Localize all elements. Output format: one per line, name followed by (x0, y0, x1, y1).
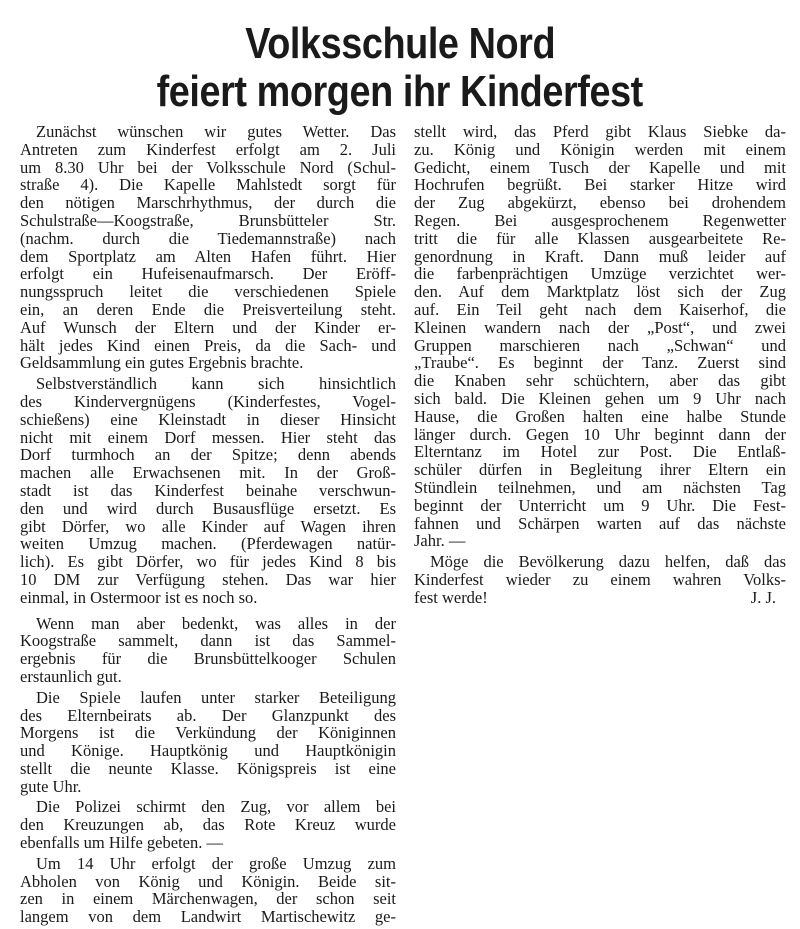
text-line: fest werde! J. J. (414, 587, 776, 607)
text-line: genordnung in Kraft. Dann muß leider auf (414, 246, 786, 266)
article-paragraph (20, 615, 396, 686)
text-line: stellt wird, das Pferd gibt Klaus Siebke da- (414, 122, 786, 141)
text-line: weiten Umzug machen. (Pferdewagen natür- (20, 534, 396, 554)
text-line: einmal, in Ostermoor ist es noch so. (20, 587, 258, 607)
text-line: sich bald. Die Kleinen gehen um 9 Uhr nach (414, 388, 786, 408)
text-line: stadt ist das Kinderfest beinahe verschwun- (20, 480, 396, 500)
text-line: Selbstverständlich kann sich hinsichtlich (36, 374, 396, 394)
text-line: Möge die Bevölkerung dazu helfen, daß das (430, 552, 786, 572)
article-paragraph (20, 798, 396, 851)
text-line: schießens) eine Kleinstadt in dieser Hinsicht (20, 409, 396, 429)
text-line: Hochrufen begrüßt. Bei starker Hitze wird (414, 175, 786, 195)
text-line: 10 DM zur Verfügung stehen. Das war hier (20, 569, 396, 589)
text-line: Zunächst wünschen wir gutes Wetter. Das (36, 122, 396, 141)
text-line: um 8.30 Uhr bei der Volksschule Nord (Schul- (20, 157, 396, 177)
article-paragraph (20, 689, 396, 796)
text-line: beginnt der Unterricht um 9 Uhr. Die Fest- (414, 495, 786, 515)
text-line: den und wird durch Busausflüge ersetzt. Es (20, 498, 396, 518)
text-line: und Könige. Hauptkönig und Hauptkönigin (20, 741, 396, 761)
text-line: Elterntanz im Hotel zur Post. Die Entlaß- (414, 442, 786, 462)
text-line: Kinderfest wieder zu einem wahren Volks- (414, 569, 786, 589)
text-line: zen in einem Märchenwagen, der schon seit (20, 889, 396, 909)
text-line: Schulstraße—Koogstraße, Brunsbütteler Str. (20, 210, 396, 230)
text-line: „Traube“. Es beginnt der Tanz. Zuerst sind (414, 353, 786, 373)
text-line: des Elternbeirats ab. Der Glanzpunkt des (20, 705, 396, 725)
text-line: des Kindervergnügens (Kinderfestes, Vogel- (20, 391, 396, 411)
text-line: den Kreuzungen ab, das Rote Kreuz wurde (20, 815, 396, 835)
text-line: den. Auf dem Marktplatz löst sich der Zug (414, 282, 786, 302)
text-line: hält jedes Kind einen Preis, da die Sach- und (20, 335, 396, 355)
article-paragraph (414, 553, 786, 606)
text-line: nicht mit einem Dorf messen. Hier steht das (20, 427, 396, 447)
text-line: gute Uhr. (20, 776, 82, 796)
text-line: Hause, die Großen halten eine halbe Stunde (414, 406, 786, 426)
text-line: Stündlein teilnehmen, und am nächsten Tag (414, 477, 786, 497)
text-line: straße 4). Die Kapelle Mahlstedt sorgt für (20, 175, 396, 195)
text-line: Antreten zum Kinderfest erfolgt am 2. Juli (20, 139, 396, 159)
text-line: langem von dem Landwirt Martischewitz ge- (20, 907, 396, 927)
text-line: Regen. Bei ausgesprochenem Regenwetter (414, 210, 786, 230)
text-line: Die Spiele laufen unter starker Beteiligung (36, 687, 396, 707)
text-line: schüler dürfen in Begleitung ihrer Eltern ein (414, 460, 786, 480)
text-line: Dorf turmhoch an der Spitze; denn abends (20, 445, 396, 465)
article-paragraph (414, 123, 786, 550)
text-line: Koogstraße sammelt, dann ist das Sammel- (20, 631, 396, 651)
article-paragraph (20, 375, 396, 606)
headline-text: Volksschule Nord (245, 19, 555, 68)
text-line: (nachm. durch die Tiedemannstraße) nach (20, 228, 396, 248)
text-line: stellt die neunte Klasse. Königspreis ist eine (20, 758, 396, 778)
text-line: Auf Wunsch der Eltern und der Kinder er- (20, 317, 396, 337)
text-line: auf. Ein Teil geht nach dem Kaiserhof, die (414, 299, 786, 319)
text-line: Wenn man aber bedenkt, was alles in der (36, 613, 396, 633)
text-line: Abholen von König und Königin. Beide sit- (20, 871, 396, 891)
text-line: länger durch. Gegen 10 Uhr beginnt dann der (414, 424, 786, 444)
article-column-right (414, 123, 786, 610)
text-line: Gruppen marschieren nach „Schwan“ und (414, 335, 786, 355)
text-line: Die Polizei schirmt den Zug, vor allem bei (36, 797, 396, 817)
text-line: erfolgt ein Hufeisenaufmarsch. Der Eröff- (20, 264, 396, 284)
text-line: Jahr. — (414, 531, 466, 551)
text-line: Morgens ist die Verkündung der Königinnen (20, 723, 396, 743)
text-line: die farbenprächtigen Umzüge verzichtet wer- (414, 264, 786, 284)
text-line: fahnen und Schärpen warten auf das nächste (414, 513, 786, 533)
author-signature: J. J. (750, 587, 776, 607)
article-column-left (20, 123, 396, 929)
headline-text: feiert morgen ihr Kinderfest (156, 67, 644, 116)
text-line: ebenfalls um Hilfe gebeten. — (20, 833, 223, 853)
text-line: ergebnis für die Brunsbüttelkooger Schulen (20, 649, 396, 669)
text-line: Gedicht, einem Tusch der Kapelle und mit (414, 157, 786, 177)
text-line: tritt die für alle Klassen ausgearbeitete Re- (414, 228, 786, 248)
text-line: zu. König und Königin werden mit einem (414, 139, 786, 159)
text-line: lich). Es gibt Dörfer, wo für jedes Kind 8 bis (20, 552, 396, 572)
headline-line-2 (0, 68, 800, 116)
text-line: Um 14 Uhr erfolgt der große Umzug zum (36, 853, 396, 873)
text-line: dem Sportplatz am Alten Hafen führt. Hier (20, 246, 396, 266)
headline-line-1 (0, 20, 800, 68)
article-paragraph (20, 855, 396, 926)
text-line: nungsspruch leitet die verschiedenen Spiele (20, 282, 396, 302)
text-line: ein, an deren Ende die Preisverteilung steht. (20, 299, 396, 319)
text-line: den nötigen Marschrhythmus, der durch die (20, 193, 396, 213)
text-line: erstaunlich gut. (20, 666, 122, 686)
text-line: Kleinen wandern nach der „Post“, und zwei (414, 317, 786, 337)
text-line: der Zug abgekürzt, ebenso bei drohendem (414, 193, 786, 213)
text-line: machen alle Erwachsenen mit. In der Groß- (20, 463, 396, 483)
text-line: Geldsammlung ein gutes Ergebnis brachte. (20, 353, 304, 373)
text-line: die Knaben sehr schüchtern, aber das gibt (414, 371, 786, 391)
text-line: gibt Dörfer, wo alle Kinder auf Wagen ihren (20, 516, 396, 536)
article-paragraph (20, 123, 396, 372)
